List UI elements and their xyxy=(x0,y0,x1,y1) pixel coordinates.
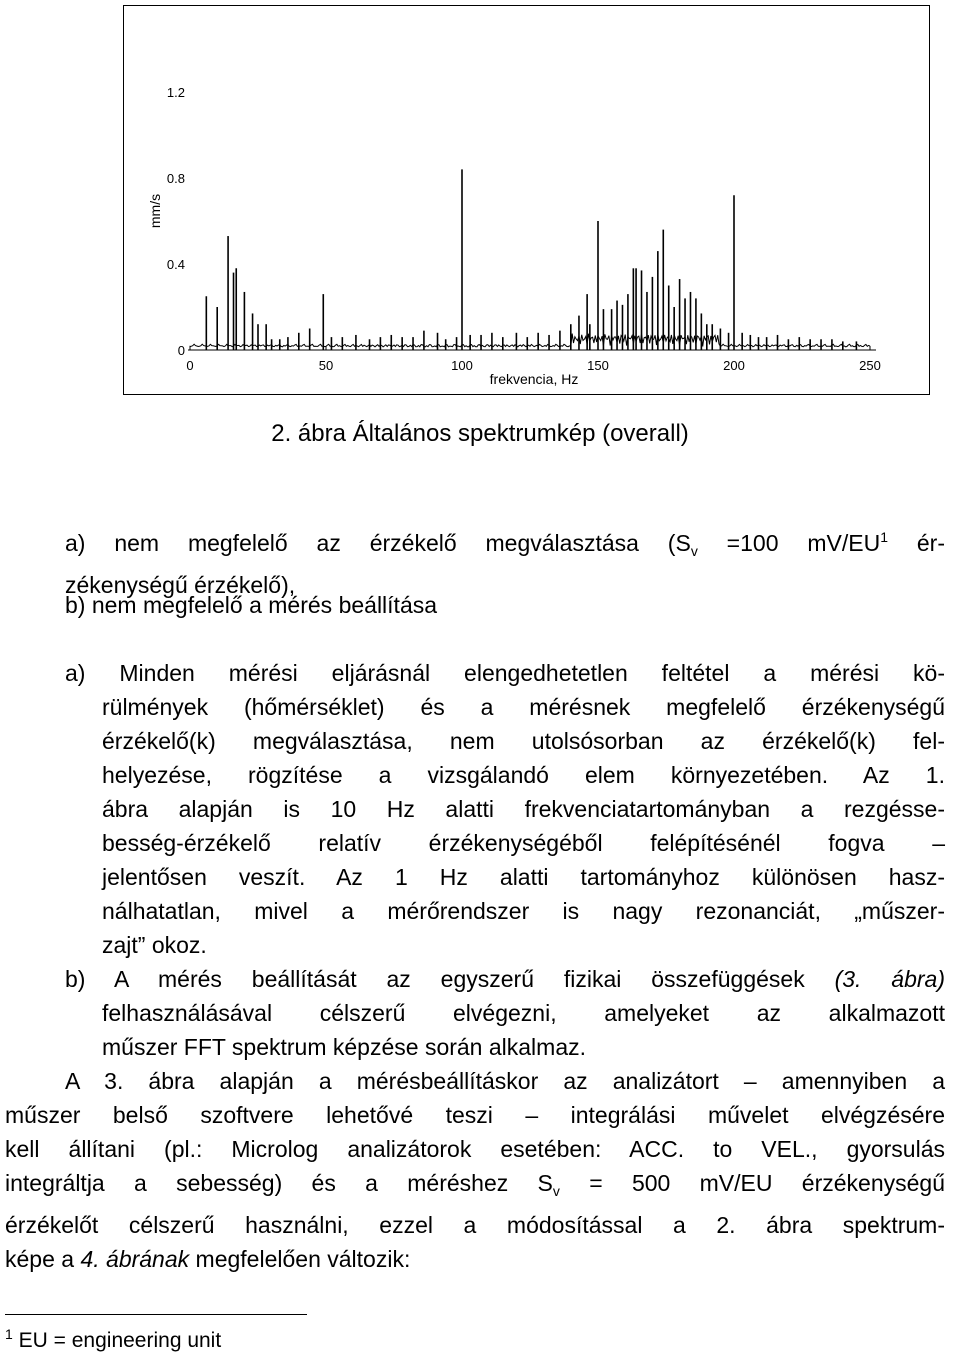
footnote: $^1$ EU = engineering unit xyxy=(5,1326,222,1352)
footnote-rule xyxy=(5,1314,307,1315)
spectrum-noise-floor xyxy=(190,334,870,347)
y-tick-label: 0 xyxy=(177,343,185,358)
x-tick-label: 150 xyxy=(587,358,609,373)
y-tick-label: 0.8 xyxy=(166,171,185,186)
x-tick-label: 50 xyxy=(318,358,334,373)
x-axis-label: frekvencia, Hz xyxy=(489,371,579,387)
x-tick-label: 200 xyxy=(723,358,745,373)
x-tick-label: 0 xyxy=(186,358,194,373)
paragraph-b: b) A mérés beállítását az egyszerű fizikai összefüggések (3. ábra) felhasználásával célszerű elvégezni, amelyeket az alkalmazott műszer FFT spektrum képzése során alkalmaz. xyxy=(65,966,945,1060)
y-tick-label: 1.2 xyxy=(166,85,185,100)
x-tick-label: 100 xyxy=(451,358,473,373)
y-tick-label: 0.4 xyxy=(166,257,185,272)
x-tick-label: 250 xyxy=(859,358,881,373)
paragraph-c: A 3. ábra alapján a mérésbeállításkor az analizátort – amennyiben a műszer belső szoftvere lehetővé teszi – integrálási művelet elvégzésére kell állítani (pl.: Microlog analizátorok esetében: ACC. to VEL., gyorsulás integráltja a sebesség) és a méréshez $S_v = 500$ mV/EU érzékenységű érzékelőt célszerű használni, ezzel a módosítással a 2. ábra spektrum- képe a 4. ábrának megfelelően változik: xyxy=(5,1068,945,1272)
y-axis-label: mm/s xyxy=(147,193,163,229)
spectrum-chart xyxy=(0,0,960,400)
figure-caption: 2. ábra Általános spektrumkép (overall) xyxy=(271,420,689,447)
paragraph-a: a) Minden mérési eljárásnál elengedhetetlen feltétel a mérési kö- rülmények (hőmérséklet) és a mérésnek megfelelő érzékenységű érzékelő(k) megválasztása, nem utolsósorban az érzékelő(k) fel- helyezése, rögzítése a vizsgálandó elem környezetében. Az 1. ábra alapján is 10 Hz alatti frekvenciatartományban a rezgésse- besség-érzékelő relatív érzékenységéből felépítésénél fogva – jelentősen veszít. Az 1 Hz alatti tartományhoz különösen hasz- nálhatatlan, mivel a mérőrendszer is nagy rezonanciát, „műszer- zajt” okoz. xyxy=(65,660,945,958)
list-item-a: a) nem megfelelő az érzékelő megválasztása ($S_v =100$ $mV/EU^1$ ér- zékenységű érzékelő), xyxy=(65,529,945,598)
list-item-b: b) nem megfelelő a mérés beállítása xyxy=(65,592,438,618)
